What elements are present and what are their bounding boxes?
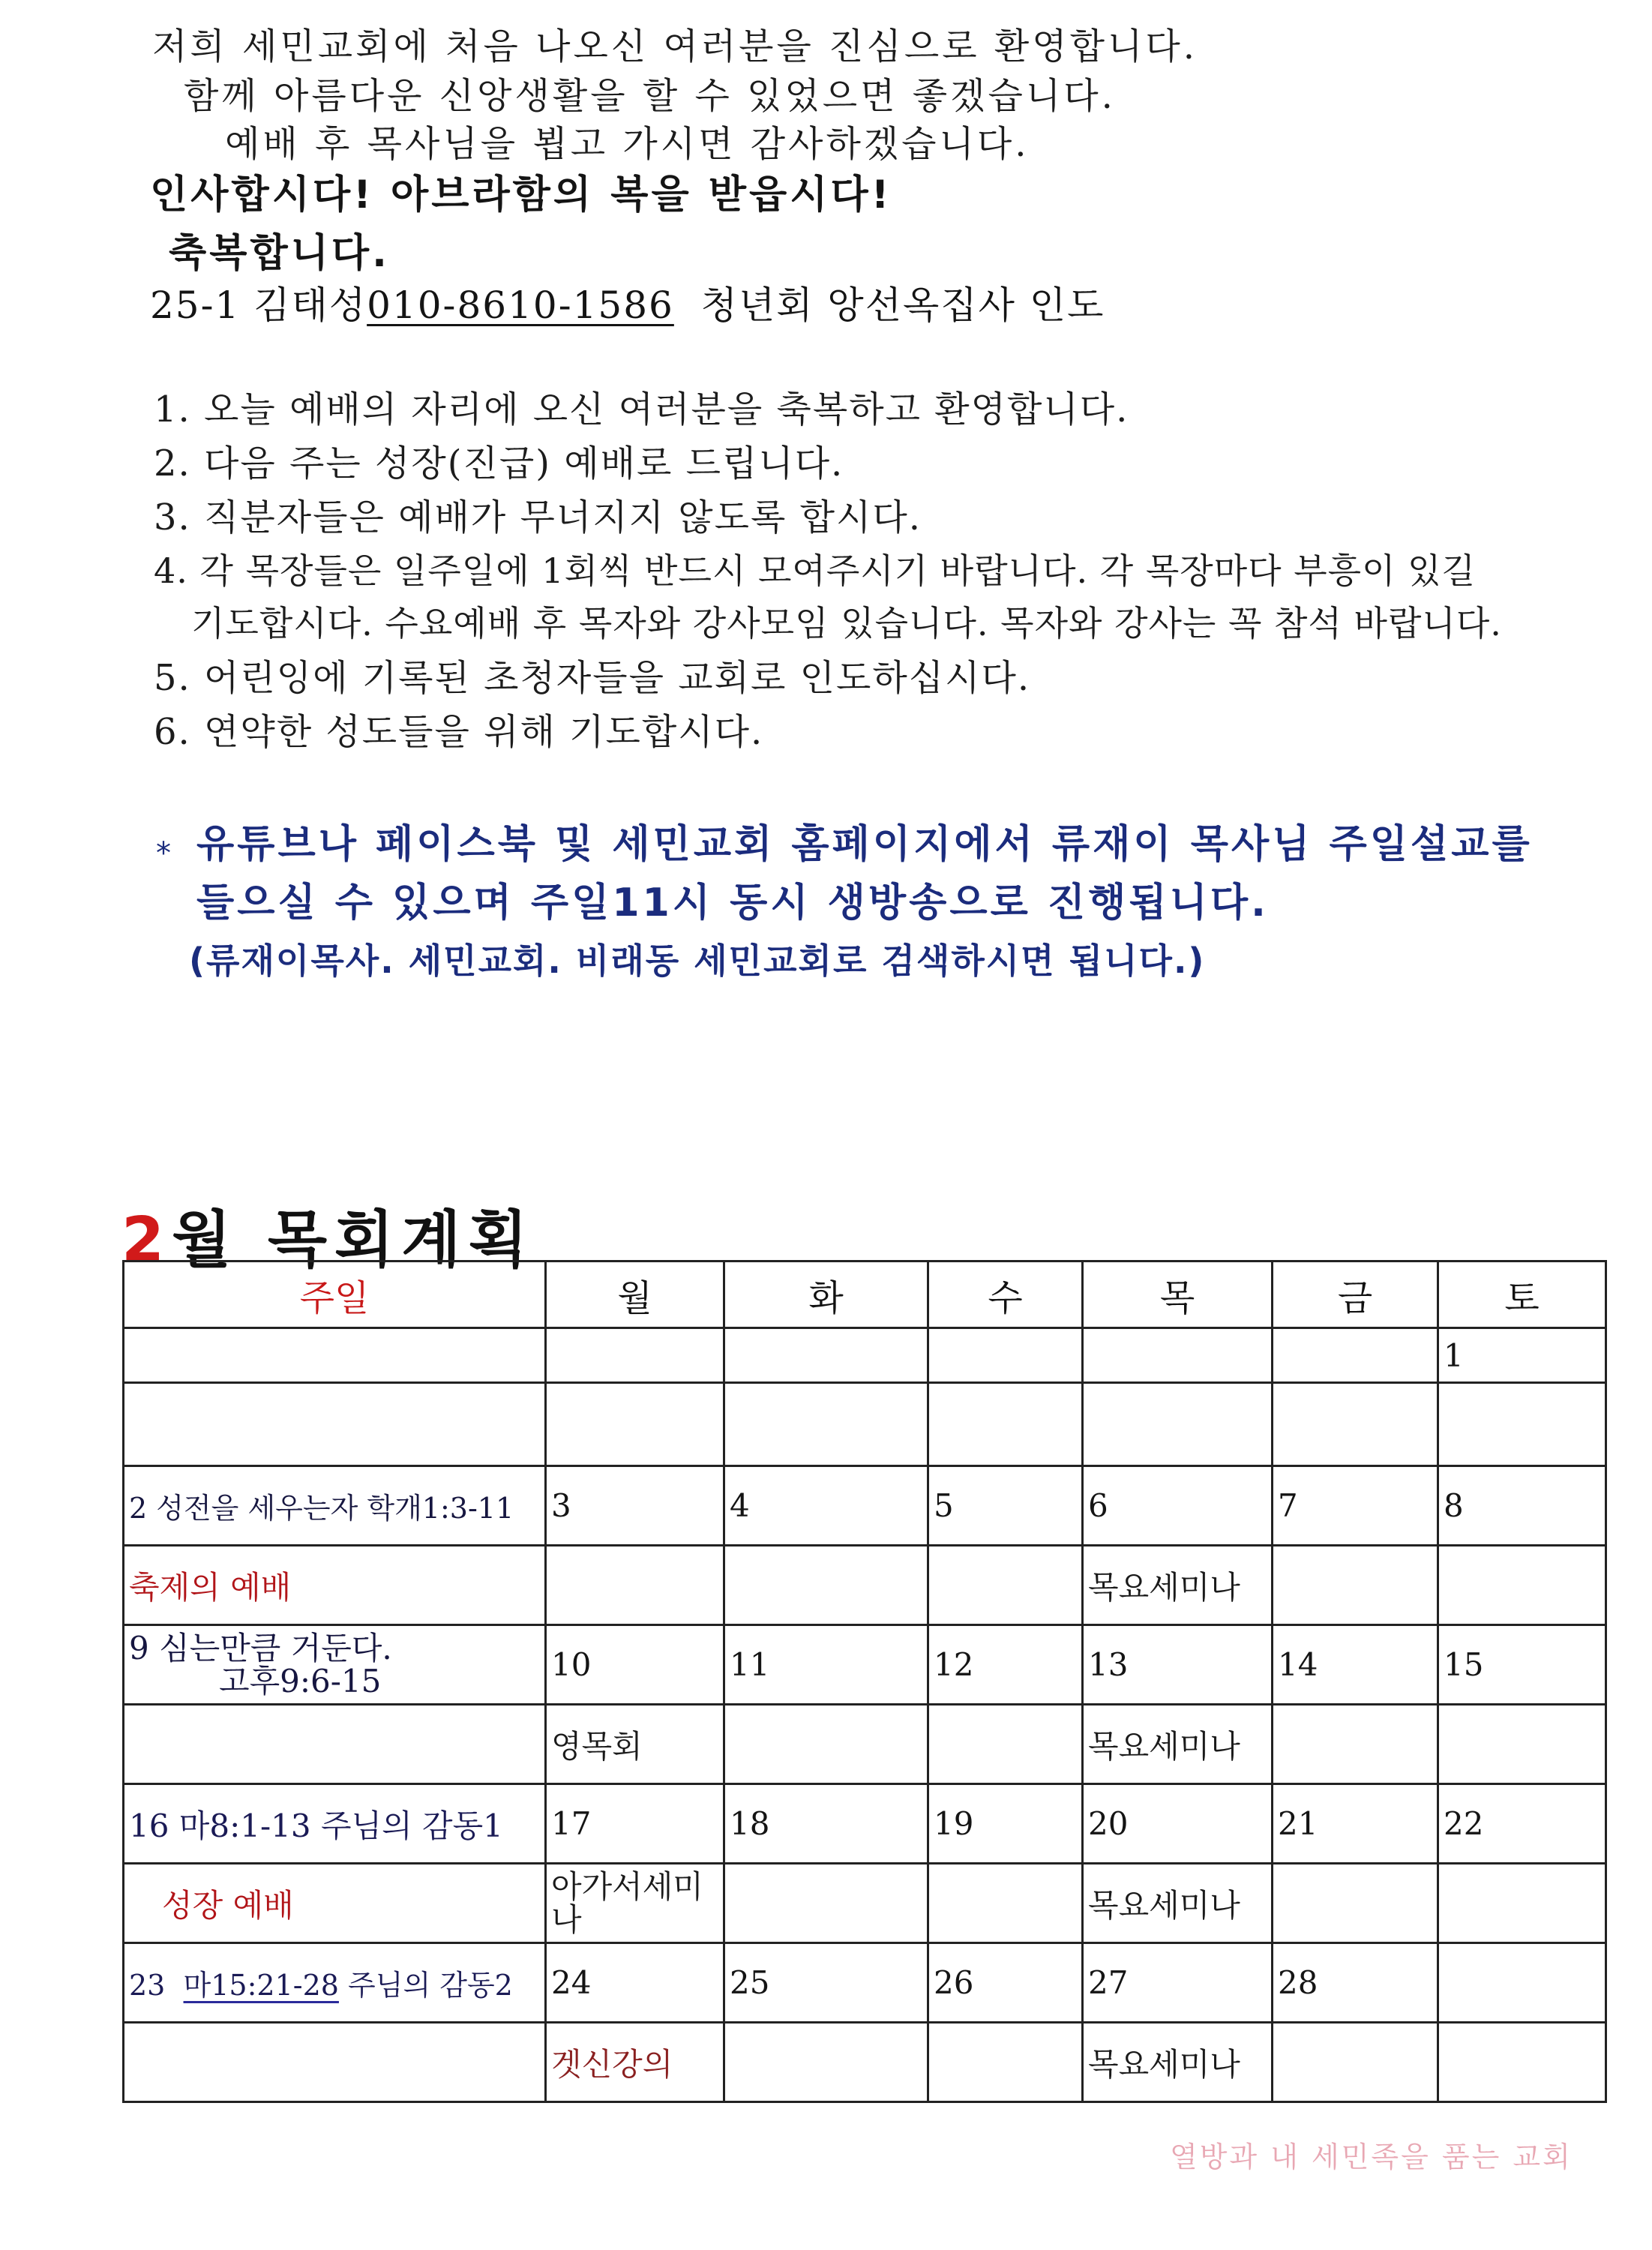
footer-motto: 열방과 내 세민족을 품는 교회 — [1170, 2140, 1573, 2174]
date-cell: 7 — [1273, 1466, 1438, 1546]
header-saturday: 토 — [1438, 1262, 1606, 1328]
sermon-title: 9 심는만큼 거둔다. — [129, 1629, 392, 1666]
cell — [724, 1705, 928, 1784]
date-cell: 14 — [1273, 1625, 1438, 1705]
date-cell: 27 — [1083, 1943, 1273, 2023]
cell — [124, 2023, 546, 2102]
date-cell: 1 — [1438, 1328, 1606, 1383]
cell — [928, 1546, 1083, 1625]
date-cell: 8 — [1438, 1466, 1606, 1546]
cell — [1083, 1383, 1273, 1466]
cell — [1273, 2023, 1438, 2102]
date-cell: 17 — [546, 1784, 724, 1864]
blessing-line: 축복합니다. — [169, 231, 390, 276]
table-row — [124, 1383, 1606, 1466]
broadcast-line-1: 유튜브나 페이스북 및 세민교회 홈페이지에서 류재이 목사님 주일설교를 — [196, 822, 1533, 867]
greeting-line: 인사합시다! 아브라함의 복을 받읍시다! — [150, 172, 892, 218]
event-text-line-1: 아가서세미 — [551, 1868, 703, 1905]
table-row — [124, 1625, 1606, 1705]
sunday-sermon-cell: 16 마8:1-13 주님의 감동1 — [124, 1784, 546, 1864]
header-monday: 월 — [546, 1262, 724, 1328]
date-cell: 28 — [1273, 1943, 1438, 2023]
date-cell: 15 — [1438, 1625, 1606, 1705]
contact-phone: 010-8610-1586 — [367, 284, 674, 327]
cell — [1438, 2023, 1606, 2102]
calendar-title-text: 월 목회계획 — [172, 1204, 535, 1276]
table-row — [124, 1943, 1606, 2023]
date-cell: 20 — [1083, 1784, 1273, 1864]
calendar-title-number: 2 — [121, 1204, 172, 1276]
welcome-line-3: 예배 후 목사님을 뵙고 가시면 감사하겠습니다. — [225, 123, 1030, 165]
date-cell: 19 — [928, 1784, 1083, 1864]
date-cell: 3 — [546, 1466, 724, 1546]
cell — [724, 1864, 928, 1943]
notice-6: 6. 연약한 성도들을 위해 기도합시다. — [154, 711, 764, 753]
cell — [1438, 1943, 1606, 2023]
table-row — [124, 1328, 1606, 1383]
header-thursday: 목 — [1083, 1262, 1273, 1328]
sunday-sermon-cell — [124, 1625, 546, 1705]
cell — [124, 1383, 546, 1466]
sunday-date: 23 — [129, 1969, 166, 2002]
welcome-line-2: 함께 아름다운 신앙생활을 할 수 있었으면 좋겠습니다. — [184, 75, 1116, 117]
table-row — [124, 1784, 1606, 1864]
broadcast-line-2: 들으실 수 있으며 주일11시 동시 생방송으로 진행됩니다. — [196, 880, 1269, 926]
cell — [1438, 1705, 1606, 1784]
service-name-cell: 성장 예배 — [124, 1864, 546, 1943]
cell — [928, 1864, 1083, 1943]
date-cell: 4 — [724, 1466, 928, 1546]
date-cell: 10 — [546, 1625, 724, 1705]
table-row — [124, 1546, 1606, 1625]
contact-line — [150, 284, 1105, 327]
table-row — [124, 1466, 1606, 1546]
date-cell: 13 — [1083, 1625, 1273, 1705]
asterisk-icon: * — [156, 836, 171, 871]
header-wednesday: 수 — [928, 1262, 1083, 1328]
cell — [124, 1328, 546, 1383]
event-cell: 목요세미나 — [1083, 1546, 1273, 1625]
cell — [124, 1705, 546, 1784]
notice-4-cont: 기도합시다. 수요예배 후 목자와 강사모임 있습니다. 목자와 강사는 꼭 참석 바랍니다. — [191, 603, 1502, 644]
cell — [928, 2023, 1083, 2102]
event-cell: 목요세미나 — [1083, 1705, 1273, 1784]
event-cell: 목요세미나 — [1083, 1864, 1273, 1943]
cell — [1273, 1383, 1438, 1466]
sermon-title: 주님의 감동2 — [348, 1969, 513, 2002]
date-cell: 18 — [724, 1784, 928, 1864]
header-sunday: 주일 — [124, 1262, 546, 1328]
date-cell: 22 — [1438, 1784, 1606, 1864]
notice-4: 4. 각 목장들은 일주일에 1회씩 반드시 모여주시기 바랍니다. 각 목장마다 부흥이 있길 — [154, 550, 1477, 591]
cell — [1273, 1864, 1438, 1943]
date-cell: 6 — [1083, 1466, 1273, 1546]
notice-3: 3. 직분자들은 예배가 무너지지 않도록 합시다. — [154, 496, 922, 538]
date-cell: 11 — [724, 1625, 928, 1705]
cell — [928, 1705, 1083, 1784]
notice-2: 2. 다음 주는 성장(진급) 예배로 드립니다. — [154, 442, 844, 484]
header-tuesday: 화 — [724, 1262, 928, 1328]
cell — [1438, 1864, 1606, 1943]
cell — [724, 1383, 928, 1466]
cell — [1083, 1328, 1273, 1383]
cell — [546, 1383, 724, 1466]
table-row — [124, 2023, 1606, 2102]
welcome-line-1: 저희 세민교회에 처음 나오신 여러분을 진심으로 환영합니다. — [152, 26, 1198, 68]
contact-name: 25-1 김태성 — [150, 284, 367, 327]
cell — [546, 1546, 724, 1625]
date-cell: 5 — [928, 1466, 1083, 1546]
cell — [1273, 1546, 1438, 1625]
cell — [1438, 1546, 1606, 1625]
cell — [928, 1383, 1083, 1466]
cell — [546, 1328, 724, 1383]
sunday-sermon-cell — [124, 1943, 546, 2023]
date-cell: 21 — [1273, 1784, 1438, 1864]
event-cell: 영목회 — [546, 1705, 724, 1784]
date-cell: 12 — [928, 1625, 1083, 1705]
cell — [1273, 1705, 1438, 1784]
event-cell — [546, 1864, 724, 1943]
date-cell: 24 — [546, 1943, 724, 2023]
cell — [724, 1328, 928, 1383]
table-row — [124, 1864, 1606, 1943]
cell — [1438, 1383, 1606, 1466]
event-cell: 목요세미나 — [1083, 2023, 1273, 2102]
event-cell: 겟신강의 — [546, 2023, 724, 2102]
cell — [1273, 1328, 1438, 1383]
date-cell: 26 — [928, 1943, 1083, 2023]
monthly-plan-table — [122, 1260, 1607, 2103]
cell — [724, 1546, 928, 1625]
service-name-cell: 축제의 예배 — [124, 1546, 546, 1625]
cell — [928, 1328, 1083, 1383]
notice-5: 5. 어린잉에 기록된 초청자들을 교회로 인도하십시다. — [154, 657, 1031, 699]
broadcast-line-3: (류재이목사. 세민교회. 비래동 세민교회로 검색하시면 됩니다.) — [189, 940, 1206, 981]
header-friday: 금 — [1273, 1262, 1438, 1328]
contact-role: 청년회 앙선옥집사 인도 — [700, 284, 1105, 327]
cell — [724, 2023, 928, 2102]
sermon-reference: 고후9:6-15 — [219, 1662, 382, 1700]
event-text-line-2: 나 — [551, 1900, 582, 1938]
table-row — [124, 1705, 1606, 1784]
header-row — [124, 1262, 1606, 1328]
date-cell: 25 — [724, 1943, 928, 2023]
sunday-sermon-cell: 2 성전을 세우는자 학개1:3-11 — [124, 1466, 546, 1546]
notice-1: 1. 오늘 예배의 자리에 오신 여러분을 축복하고 환영합니다. — [154, 388, 1129, 430]
sermon-reference: 마15:21-28 — [183, 1969, 339, 2002]
